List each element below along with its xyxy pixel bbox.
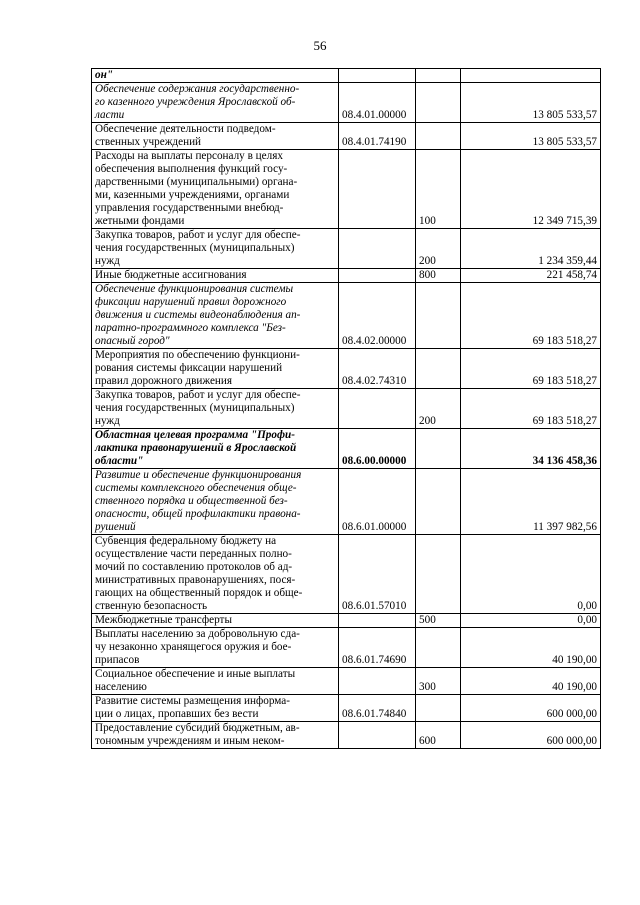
row-expense-type-cell bbox=[416, 69, 461, 83]
table-row bbox=[92, 69, 601, 83]
row-code-text: 08.4.01.74190 bbox=[342, 136, 407, 148]
row-code-text: 08.6.01.00000 bbox=[342, 521, 407, 533]
row-expense-type-text: 800 bbox=[419, 269, 436, 281]
row-expense-type-cell bbox=[416, 283, 461, 349]
row-sum-cell bbox=[461, 229, 601, 269]
row-expense-type-cell bbox=[416, 614, 461, 628]
row-sum-text: 69 183 518,27 bbox=[532, 415, 597, 427]
row-name-text: Расходы на выплаты персоналу в целях обеспечения выполнения функций госу- дарственными (муниципальными) органа- ми, казенными учреждениями, органами управления государственными внебюд- жетными фондами bbox=[95, 150, 298, 227]
row-sum-cell bbox=[461, 614, 601, 628]
row-code-cell bbox=[339, 83, 416, 123]
row-expense-type-text: 500 bbox=[419, 614, 436, 626]
row-name-text: Выплаты населению за добровольную сда- чу незаконно хранящегося оружия и бое- припасов bbox=[95, 628, 300, 666]
table-row bbox=[92, 722, 601, 749]
row-expense-type-cell bbox=[416, 429, 461, 469]
table-row bbox=[92, 614, 601, 628]
row-name-cell bbox=[92, 229, 339, 269]
row-name-text: Мероприятия по обеспечению функциони- рования системы фиксации нарушений правил дорожного движения bbox=[95, 349, 300, 387]
row-code-cell bbox=[339, 429, 416, 469]
row-expense-type-text: 200 bbox=[419, 255, 436, 267]
row-name-text: Иные бюджетные ассигнования bbox=[95, 269, 247, 281]
row-name-text: Развитие и обеспечение функционирования системы комплексного обеспечения обще- ственного порядка и общественной без- опасности, общей профилактики правона- рушений bbox=[95, 469, 302, 533]
row-code-cell bbox=[339, 389, 416, 429]
row-name-cell bbox=[92, 722, 339, 749]
row-name-cell bbox=[92, 628, 339, 668]
row-code-cell bbox=[339, 229, 416, 269]
row-code-text: 08.4.02.74310 bbox=[342, 375, 407, 387]
row-code-cell bbox=[339, 283, 416, 349]
row-expense-type-cell bbox=[416, 349, 461, 389]
table-row bbox=[92, 229, 601, 269]
row-sum-cell bbox=[461, 429, 601, 469]
table-row bbox=[92, 668, 601, 695]
page-number: 56 bbox=[313, 38, 327, 53]
row-code-cell bbox=[339, 695, 416, 722]
budget-table-body bbox=[92, 69, 601, 749]
row-expense-type-cell bbox=[416, 535, 461, 614]
table-row bbox=[92, 628, 601, 668]
row-sum-cell bbox=[461, 695, 601, 722]
table-row bbox=[92, 283, 601, 349]
table-row bbox=[92, 83, 601, 123]
row-name-cell bbox=[92, 123, 339, 150]
table-row bbox=[92, 695, 601, 722]
row-code-cell bbox=[339, 668, 416, 695]
row-sum-cell bbox=[461, 469, 601, 535]
row-name-cell bbox=[92, 83, 339, 123]
row-name-text: Закупка товаров, работ и услуг для обеспе- чения государственных (муниципальных) нужд bbox=[95, 389, 301, 427]
row-name-text: Субвенция федеральному бюджету на осуществление части переданных полно- мочий по составлению протоколов об ад- министративных правонарушениях, пося- гающих на общественный порядок и обще- ственную безопасность bbox=[95, 535, 303, 612]
row-sum-text: 13 805 533,57 bbox=[532, 109, 597, 121]
row-code-text: 08.6.01.74690 bbox=[342, 654, 407, 666]
row-sum-text: 0,00 bbox=[577, 600, 597, 612]
row-name-text: Закупка товаров, работ и услуг для обеспе- чения государственных (муниципальных) нужд bbox=[95, 229, 301, 267]
row-name-text: Предоставление субсидий бюджетным, ав- тономным учреждениям и иным неком- bbox=[95, 722, 300, 747]
row-name-cell bbox=[92, 389, 339, 429]
row-expense-type-cell bbox=[416, 83, 461, 123]
row-code-cell bbox=[339, 535, 416, 614]
row-expense-type-cell bbox=[416, 229, 461, 269]
row-code-text: 08.6.01.57010 bbox=[342, 600, 407, 612]
row-sum-cell bbox=[461, 69, 601, 83]
row-sum-cell bbox=[461, 150, 601, 229]
row-name-cell bbox=[92, 614, 339, 628]
table-row bbox=[92, 123, 601, 150]
row-code-cell bbox=[339, 269, 416, 283]
row-code-text: 08.6.00.00000 bbox=[342, 455, 407, 467]
row-name-cell bbox=[92, 695, 339, 722]
row-expense-type-cell bbox=[416, 628, 461, 668]
row-name-cell bbox=[92, 349, 339, 389]
table-row bbox=[92, 429, 601, 469]
row-sum-text: 69 183 518,27 bbox=[532, 335, 597, 347]
table-row bbox=[92, 535, 601, 614]
row-sum-cell bbox=[461, 535, 601, 614]
row-name-text: Обеспечение деятельности подведом- ственных учреждений bbox=[95, 123, 276, 148]
row-sum-cell bbox=[461, 722, 601, 749]
row-name-cell bbox=[92, 668, 339, 695]
row-sum-cell bbox=[461, 123, 601, 150]
row-code-cell bbox=[339, 123, 416, 150]
row-expense-type-cell bbox=[416, 123, 461, 150]
row-name-text: Обеспечение содержания государственно- го казенного учреждения Ярославской об- ласти bbox=[95, 83, 300, 121]
budget-table bbox=[91, 68, 601, 749]
row-sum-text: 40 190,00 bbox=[552, 654, 597, 666]
row-sum-cell bbox=[461, 269, 601, 283]
row-name-text: он" bbox=[95, 69, 114, 81]
row-name-cell bbox=[92, 269, 339, 283]
row-name-cell bbox=[92, 469, 339, 535]
row-name-text: Межбюджетные трансферты bbox=[95, 614, 232, 626]
row-expense-type-text: 100 bbox=[419, 215, 436, 227]
row-name-cell bbox=[92, 535, 339, 614]
row-expense-type-cell bbox=[416, 389, 461, 429]
row-expense-type-cell bbox=[416, 668, 461, 695]
row-code-cell bbox=[339, 349, 416, 389]
row-sum-cell bbox=[461, 389, 601, 429]
row-expense-type-cell bbox=[416, 695, 461, 722]
row-name-text: Областная целевая программа "Профи- лактика правонарушений в Ярославской области" bbox=[95, 429, 297, 467]
row-name-cell bbox=[92, 429, 339, 469]
table-row bbox=[92, 349, 601, 389]
row-code-cell bbox=[339, 150, 416, 229]
row-sum-text: 221 458,74 bbox=[546, 269, 597, 281]
row-sum-text: 69 183 518,27 bbox=[532, 375, 597, 387]
table-row bbox=[92, 269, 601, 283]
row-sum-text: 600 000,00 bbox=[546, 708, 597, 720]
row-sum-text: 1 234 359,44 bbox=[538, 255, 597, 267]
row-sum-text: 12 349 715,39 bbox=[532, 215, 597, 227]
row-code-cell bbox=[339, 614, 416, 628]
table-row bbox=[92, 389, 601, 429]
row-sum-text: 34 136 458,36 bbox=[532, 455, 597, 467]
row-sum-cell bbox=[461, 668, 601, 695]
row-expense-type-cell bbox=[416, 469, 461, 535]
row-name-text: Обеспечение функционирования системы фиксации нарушений правил дорожного движения и системы видеонаблюдения ап- паратно-программного комплекса "Без- опасный город" bbox=[95, 283, 301, 347]
row-sum-cell bbox=[461, 349, 601, 389]
row-sum-cell bbox=[461, 283, 601, 349]
row-expense-type-text: 200 bbox=[419, 415, 436, 427]
row-name-text: Социальное обеспечение и иные выплаты населению bbox=[95, 668, 296, 693]
row-expense-type-cell bbox=[416, 269, 461, 283]
row-code-cell bbox=[339, 722, 416, 749]
table-row bbox=[92, 150, 601, 229]
row-name-cell bbox=[92, 69, 339, 83]
row-expense-type-text: 600 bbox=[419, 735, 436, 747]
row-code-cell bbox=[339, 469, 416, 535]
row-sum-cell bbox=[461, 83, 601, 123]
row-code-cell bbox=[339, 69, 416, 83]
row-sum-text: 11 397 982,56 bbox=[533, 521, 597, 533]
row-sum-text: 0,00 bbox=[577, 614, 597, 626]
row-sum-text: 600 000,00 bbox=[546, 735, 597, 747]
row-name-cell bbox=[92, 150, 339, 229]
row-code-text: 08.6.01.74840 bbox=[342, 708, 407, 720]
row-sum-cell bbox=[461, 628, 601, 668]
row-name-text: Развитие системы размещения информа- ции о лицах, пропавших без вести bbox=[95, 695, 290, 720]
row-sum-text: 13 805 533,57 bbox=[532, 136, 597, 148]
row-expense-type-cell bbox=[416, 150, 461, 229]
row-code-text: 08.4.01.00000 bbox=[342, 109, 407, 121]
table-row bbox=[92, 469, 601, 535]
row-code-text: 08.4.02.00000 bbox=[342, 335, 407, 347]
row-expense-type-cell bbox=[416, 722, 461, 749]
row-code-cell bbox=[339, 628, 416, 668]
row-sum-text: 40 190,00 bbox=[552, 681, 597, 693]
row-expense-type-text: 300 bbox=[419, 681, 436, 693]
row-name-cell bbox=[92, 283, 339, 349]
